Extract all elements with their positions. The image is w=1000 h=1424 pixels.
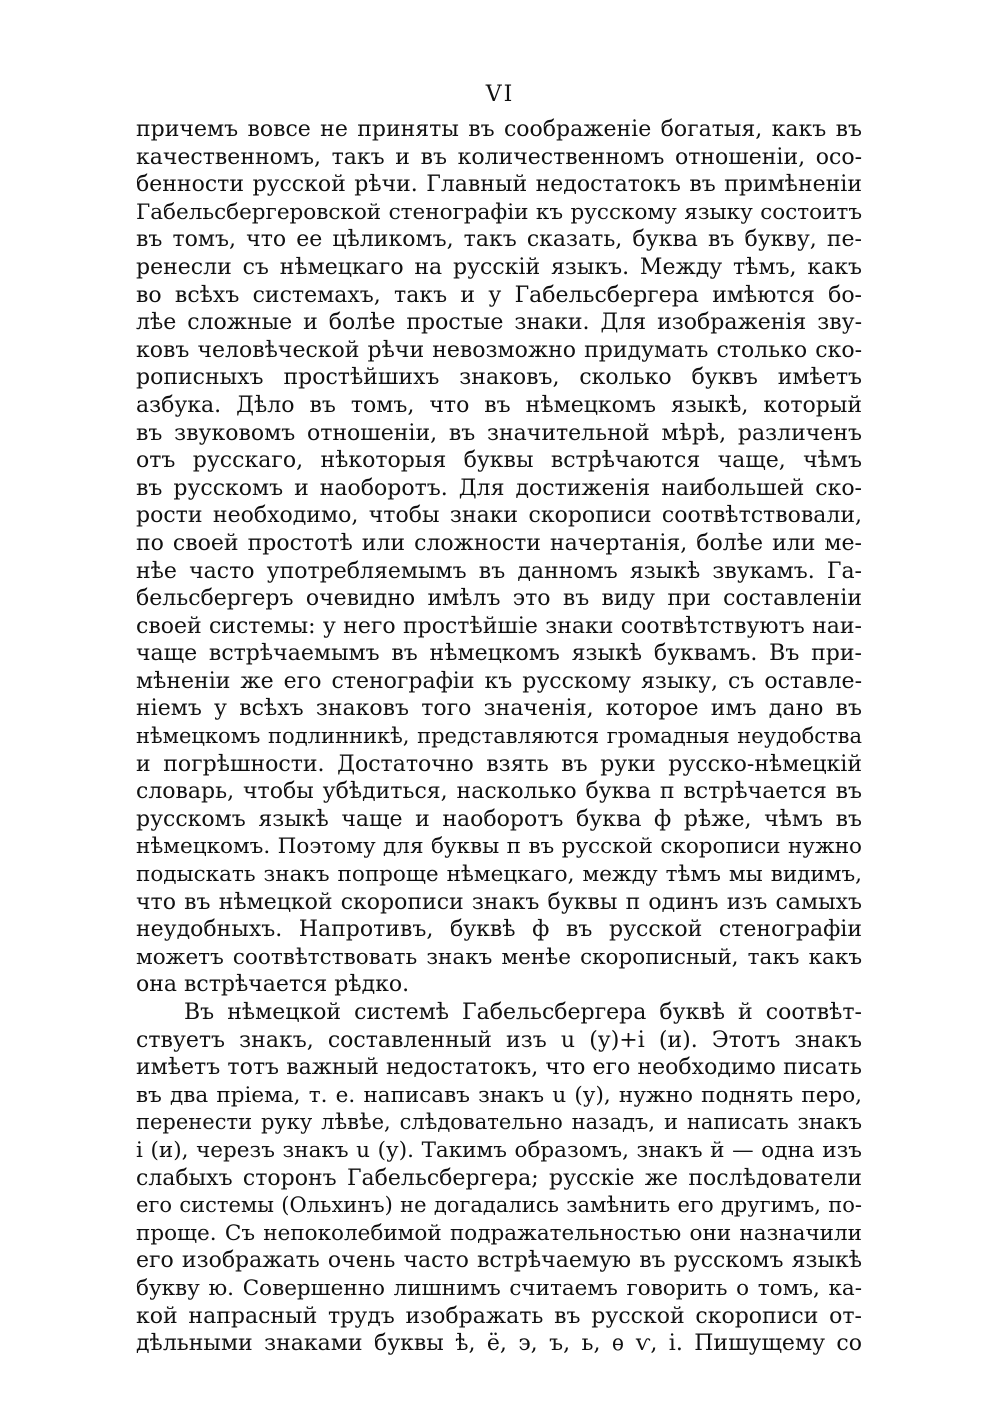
text-line: качественномъ, такъ и въ количественномъ отношенiи, осо- bbox=[136, 144, 862, 170]
text-line: что въ нѣмецкой скорописи знакъ буквы п одинъ изъ самыхъ bbox=[136, 889, 862, 915]
text-line: букву ю. Совершенно лишнимъ считаемъ говорить о томъ, ка- bbox=[136, 1275, 862, 1301]
text-line: лѣе сложные и болѣе простые знаки. Для изображенiя зву- bbox=[136, 310, 862, 336]
text-line: словарь, чтобы убѣдиться, насколько буква п встрѣчается въ bbox=[136, 779, 862, 805]
text-line: отъ русскаго, нѣкоторыя буквы встрѣчаются чаще, чѣмъ bbox=[136, 448, 862, 474]
text-line: дѣльными знаками буквы ѣ, ё, э, ъ, ь, ѳ ѵ, i. Пишущему со bbox=[136, 1331, 862, 1357]
text-line: неудобныхъ. Напротивъ, буквѣ ф въ русской стенографiи bbox=[136, 917, 862, 943]
paragraph-start-line: Въ нѣмецкой системѣ Габельсбергера буквѣ й соотвѣт- bbox=[184, 1000, 862, 1025]
text-line: рости необходимо, чтобы знаки скорописи соотвѣтствовали, bbox=[136, 503, 862, 529]
text-line: имѣетъ тотъ важный недостатокъ, что его необходимо писать bbox=[136, 1055, 862, 1081]
text-line: подыскать знакъ попроще нѣмецкаго, между тѣмъ мы видимъ, bbox=[136, 862, 862, 888]
text-line: можетъ соотвѣтствовать знакъ менѣе скорописный, такъ какъ bbox=[136, 944, 862, 970]
body-text bbox=[136, 116, 862, 1358]
text-line: чаще встрѣчаемымъ въ нѣмецкомъ языкѣ буквамъ. Въ при- bbox=[136, 641, 862, 667]
text-line: въ русскомъ и наоборотъ. Для достиженiя наибольшей ско- bbox=[136, 475, 862, 501]
text-line: нѣе часто употребляемымъ въ данномъ языкѣ звукамъ. Га- bbox=[136, 558, 862, 584]
text-line: рописныхъ простѣйшихъ знаковъ, сколько буквъ имѣетъ bbox=[136, 365, 862, 391]
text-line: проще. Съ непоколебимой подражательностью они назначили bbox=[136, 1220, 862, 1246]
text-line: ствуетъ знакъ, составленный изъ u (у)+i (и). Этотъ знакъ bbox=[136, 1027, 862, 1053]
text-line: въ два прiема, т. е. написавъ знакъ u (у), нужно поднять перо, bbox=[136, 1082, 862, 1108]
text-line: ковъ человѣческой рѣчи невозможно придумать столько ско- bbox=[136, 337, 862, 363]
text-line: i (и), черезъ знакъ u (у). Такимъ образомъ, знакъ й — одна изъ bbox=[136, 1137, 862, 1163]
text-line: перенести руку лѣвѣе, слѣдовательно назадъ, и написать знакъ bbox=[136, 1110, 862, 1135]
text-line: въ томъ, что ее цѣликомъ, такъ сказать, буква въ букву, пе- bbox=[136, 227, 862, 253]
text-line: мѣненiи же его стенографiи къ русскому языку, съ оставле- bbox=[136, 668, 862, 694]
text-line: нѣмецкомъ. Поэтому для буквы п въ русской скорописи нужно bbox=[136, 834, 862, 860]
text-line: бельсбергеръ очевидно имѣлъ это въ виду при составленiи bbox=[136, 586, 862, 612]
text-line: русскомъ языкѣ чаще и наоборотъ буква ф рѣже, чѣмъ въ bbox=[136, 806, 862, 832]
text-line: нѣмецкомъ подлинникѣ, представляются громадныя неудобства bbox=[136, 724, 862, 749]
text-line: азбука. Дѣло въ томъ, что въ нѣмецкомъ языкѣ, который bbox=[136, 392, 862, 418]
text-line: его изображать очень часто встрѣчаемую въ русскомъ языкѣ bbox=[136, 1248, 862, 1274]
text-line: его системы (Ольхинъ) не догадались замѣнить его другимъ, по- bbox=[136, 1193, 862, 1218]
page-number: VI bbox=[485, 82, 515, 107]
text-line: кой напрасный трудъ изображать въ русской скорописи от- bbox=[136, 1303, 862, 1329]
text-line: Габельсбергеровской стенографiи къ русскому языку состоитъ bbox=[136, 199, 862, 225]
text-line: въ звуковомъ отношенiи, въ значительной мѣрѣ, различенъ bbox=[136, 420, 862, 446]
text-line: во всѣхъ системахъ, такъ и у Габельсбергера имѣются бо- bbox=[136, 282, 862, 308]
paragraph-end-line: она встрѣчается рѣдко. bbox=[136, 972, 410, 998]
text-line: и погрѣшности. Достаточно взять въ руки русско-нѣмецкiй bbox=[136, 751, 862, 777]
text-line: ренесли съ нѣмецкаго на русскiй языкъ. Между тѣмъ, какъ bbox=[136, 254, 862, 280]
text-line: бенности русской рѣчи. Главный недостатокъ въ примѣненiи bbox=[136, 172, 862, 198]
text-line: причемъ вовсе не приняты въ соображенiе богатыя, какъ въ bbox=[136, 117, 862, 142]
text-line: нiемъ у всѣхъ знаковъ того значенiя, которое имъ дано въ bbox=[136, 696, 862, 722]
text-line: по своей простотѣ или сложности начертанiя, болѣе или ме- bbox=[136, 530, 862, 556]
text-line: слабыхъ сторонъ Габельсбергера; русскiе же послѣдователи bbox=[136, 1165, 862, 1191]
text-line: своей системы: у него простѣйшiе знаки соотвѣтствуютъ наи- bbox=[136, 613, 862, 639]
